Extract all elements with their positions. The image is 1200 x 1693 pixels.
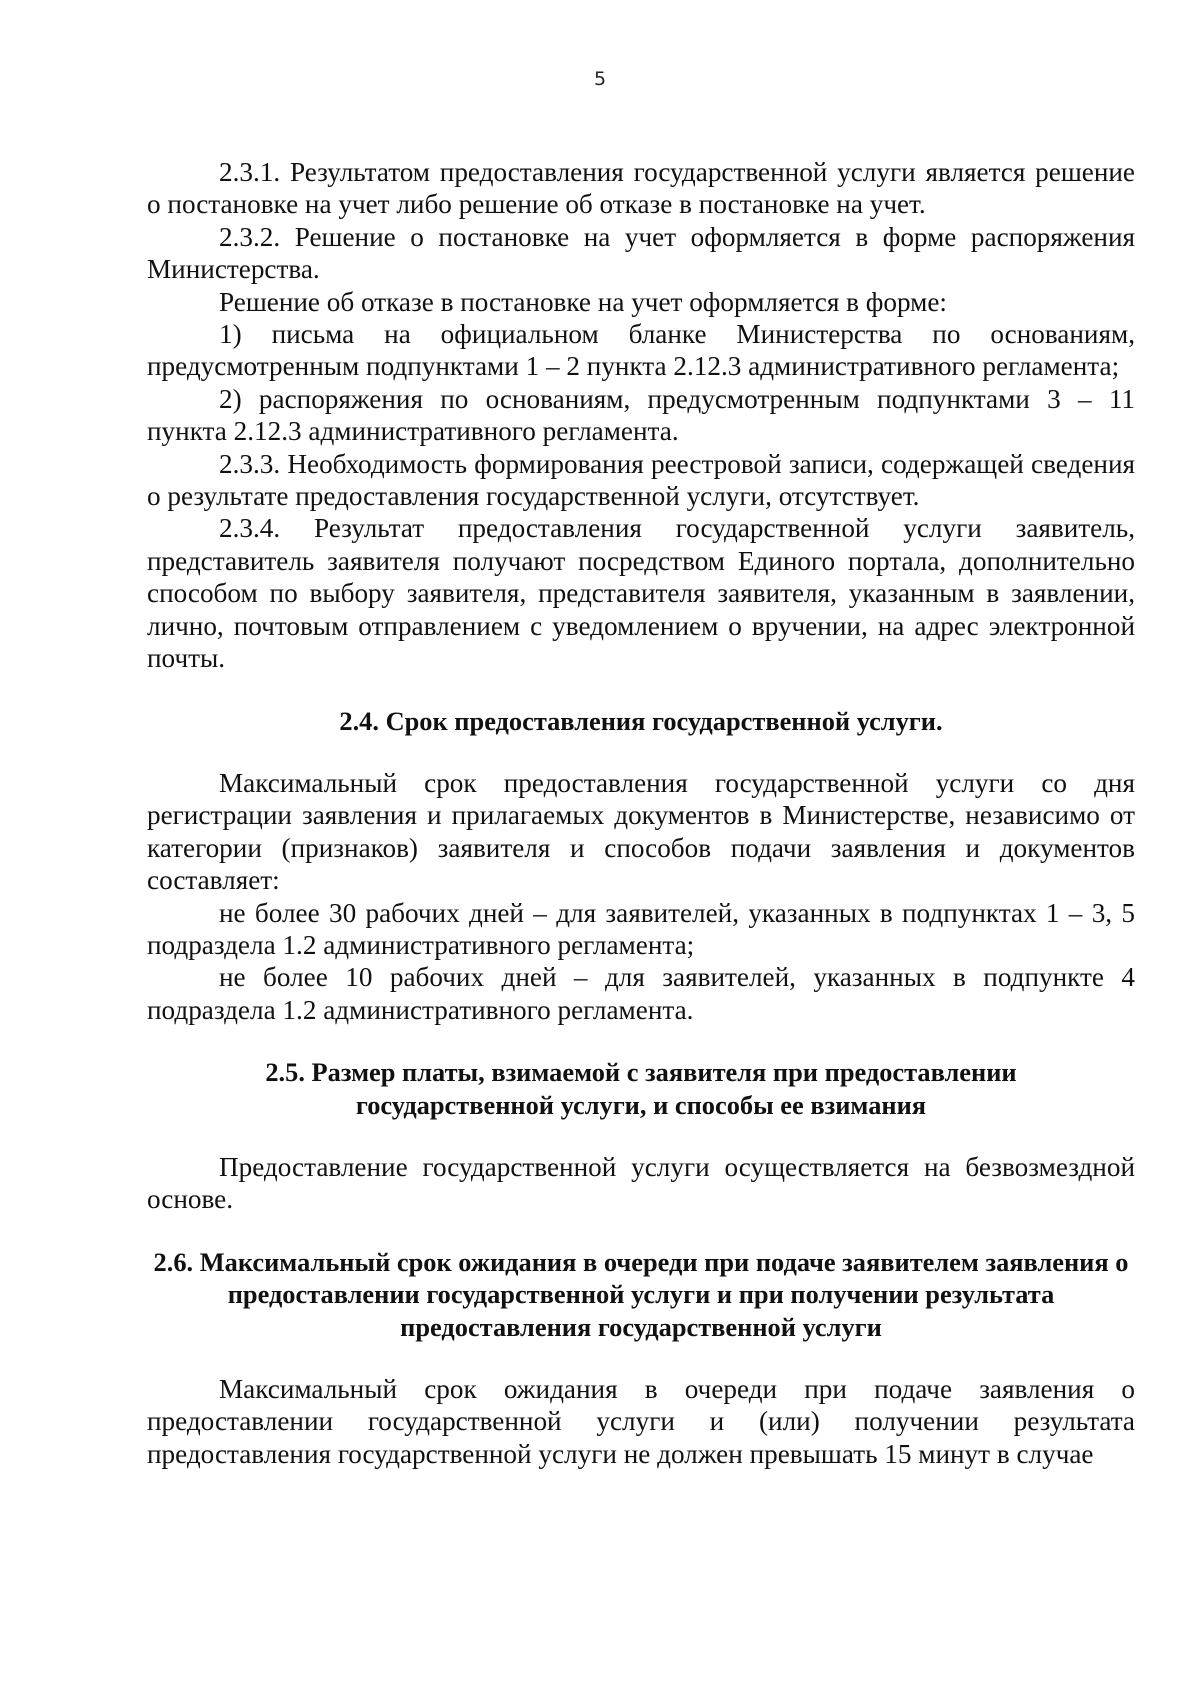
section-heading-2-6: 2.6. Максимальный срок ожидания в очереди при подаче заявителем заявления о предоставлении государственной услуги и при получении результата предоставления государственной услуги [153,1246,1129,1342]
paragraph-2-3-2: 2.3.2. Решение о постановке на учет оформляется в форме распоряжения Министерства. [147,221,1135,285]
paragraph-2-4-main: Максимальный срок предоставления государственной услуги со дня регистрации заявления и прилагаемых документов в Министерстве, независимо от категории (признаков) заявителя и способов подачи заявления и документов составляет: [147,767,1135,896]
paragraph-2-6: Максимальный срок ожидания в очереди при подаче заявления о предоставлении государственной услуги и (или) получении результата предоставления государственной услуги не должен превышать 15 минут в случае [147,1374,1135,1469]
paragraph-2-3-4: 2.3.4. Результат предоставления государственной услуги заявитель, представитель заявителя получают посредством Единого портала, дополнительно способом по выбору заявителя, представителя заявителя, указанным в заявлении, лично, почтовым отправлением с уведомлением о вручении, на адрес электронной почты. [147,513,1135,674]
section-heading-2-4: 2.4. Срок предоставления государственной услуги. [339,705,943,736]
paragraph-item-2: 2) распоряжения по основаниям, предусмотренным подпунктами 3 – 11 пункта 2.12.3 административного регламента. [147,383,1135,447]
section-heading-2-5: 2.5. Размер платы, взимаемой с заявителя при предоставлении государственной услуги, и способы ее взимания [265,1057,1017,1120]
paragraph-2-4-b: не более 10 рабочих дней – для заявителей, указанных в подпункте 4 подраздела 1.2 административного регламента. [147,962,1135,1025]
paragraph-item-1: 1) письма на официальном бланке Министерства по основаниям, предусмотренным подпунктами 1 – 2 пункта 2.12.3 административного регламента; [147,319,1135,382]
paragraph-2-4-a: не более 30 рабочих дней – для заявителей, указанных в подпунктах 1 – 3, 5 подраздела 1.2 административного регламента; [147,897,1135,960]
paragraph-2-3-3: 2.3.3. Необходимость формирования реестровой записи, содержащей сведения о результате предоставления государственной услуги, отсутствует. [147,448,1135,512]
document-body [147,156,1135,1470]
paragraph-2-5: Предоставление государственной услуги осуществляется на безвозмездной основе. [147,1151,1135,1215]
paragraph-refusal-form: Решение об отказе в постановке на учет оформляется в форме: [219,286,947,317]
page-number: 5 [593,68,607,90]
paragraph-2-3-1: 2.3.1. Результатом предоставления государственной услуги является решение о постановке на учет либо решение об отказе в постановке на учет. [147,157,1135,220]
